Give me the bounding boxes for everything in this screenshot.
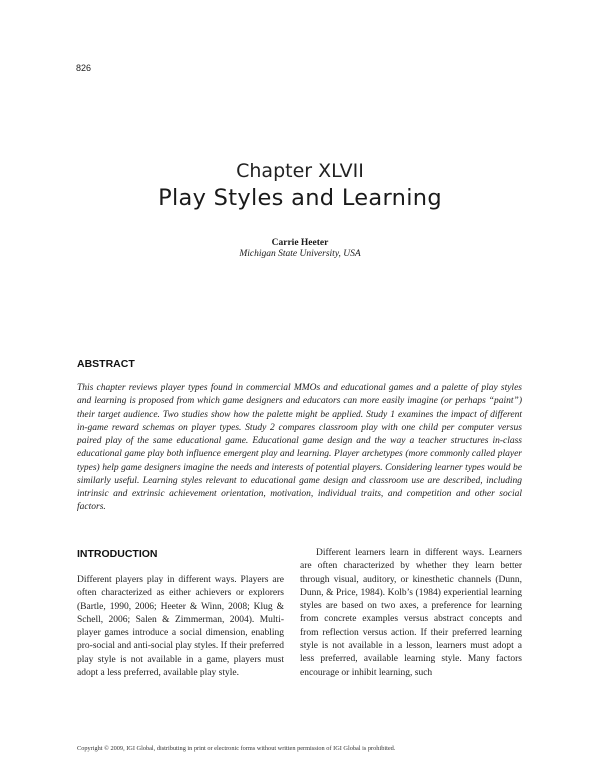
chapter-label: Chapter XLVII [236, 160, 364, 182]
author-name: Carrie Heeter [271, 238, 329, 248]
abstract-heading: ABSTRACT [77, 358, 135, 370]
introduction-heading: INTRODUCTION [77, 548, 158, 560]
chapter-title: Play Styles and Learning [158, 185, 442, 211]
author-block [0, 238, 600, 259]
introduction-right-column: Different learners learn in different ways. Learners are often characterized by whether they learn better through visual, auditory, or kinesthetic channels (Dunn, Dunn, & Price, 1984). Kolb’s (1984) experiential learning styles are based on two axes, a preference for learning from concrete examples versus abstract concepts and from reflection versus action. If their preferred learning style is not available in a lesson, learners must adopt a less preferred, available learning style. Many factors encourage or inhibit learning, such [300, 548, 522, 678]
page-number: 826 [76, 63, 92, 73]
introduction-left-column: Different players play in different ways. Players are often characterized as either achievers or explorers (Bartle, 1990, 2006; Heeter & Winn, 2008; Klug & Schell, 2006; Salen & Zimmerman, 2004). Multi-player games introduce a social dimension, enabling pro-social and anti-social play styles. If their preferred play style is not available in a game, players must adopt a less preferred, available play style. [77, 575, 284, 679]
abstract-body: This chapter reviews player types found in commercial MMOs and educational games and a palette of play styles and learning is proposed from which game designers and educators can more easily imagine (or perhaps “paint”) their target audience. Two studies show how the palette might be applied. Study 1 examines the impact of different in-game reward schemas on player types. Study 2 compares classroom play with one child per computer versus paired play of the same educational game. Educational game design and the way a teacher structures in-class educational game play both influence emergent play and learning. Player archetypes (more commonly called player types) help game designers imagine the needs and interests of potential players. Considering learner types would be similarly useful. Learning styles relevant to educational game design and classroom use are described, including intrinsic and extrinsic achievement orientation, motivation, individual traits, and competition and other social factors. [77, 383, 522, 513]
author-affiliation: Michigan State University, USA [239, 249, 361, 259]
copyright-notice: Copyright © 2009, IGI Global, distributing in print or electronic forms without written permission of IGI Global is prohibited. [77, 745, 396, 752]
chapter-header [0, 160, 600, 211]
